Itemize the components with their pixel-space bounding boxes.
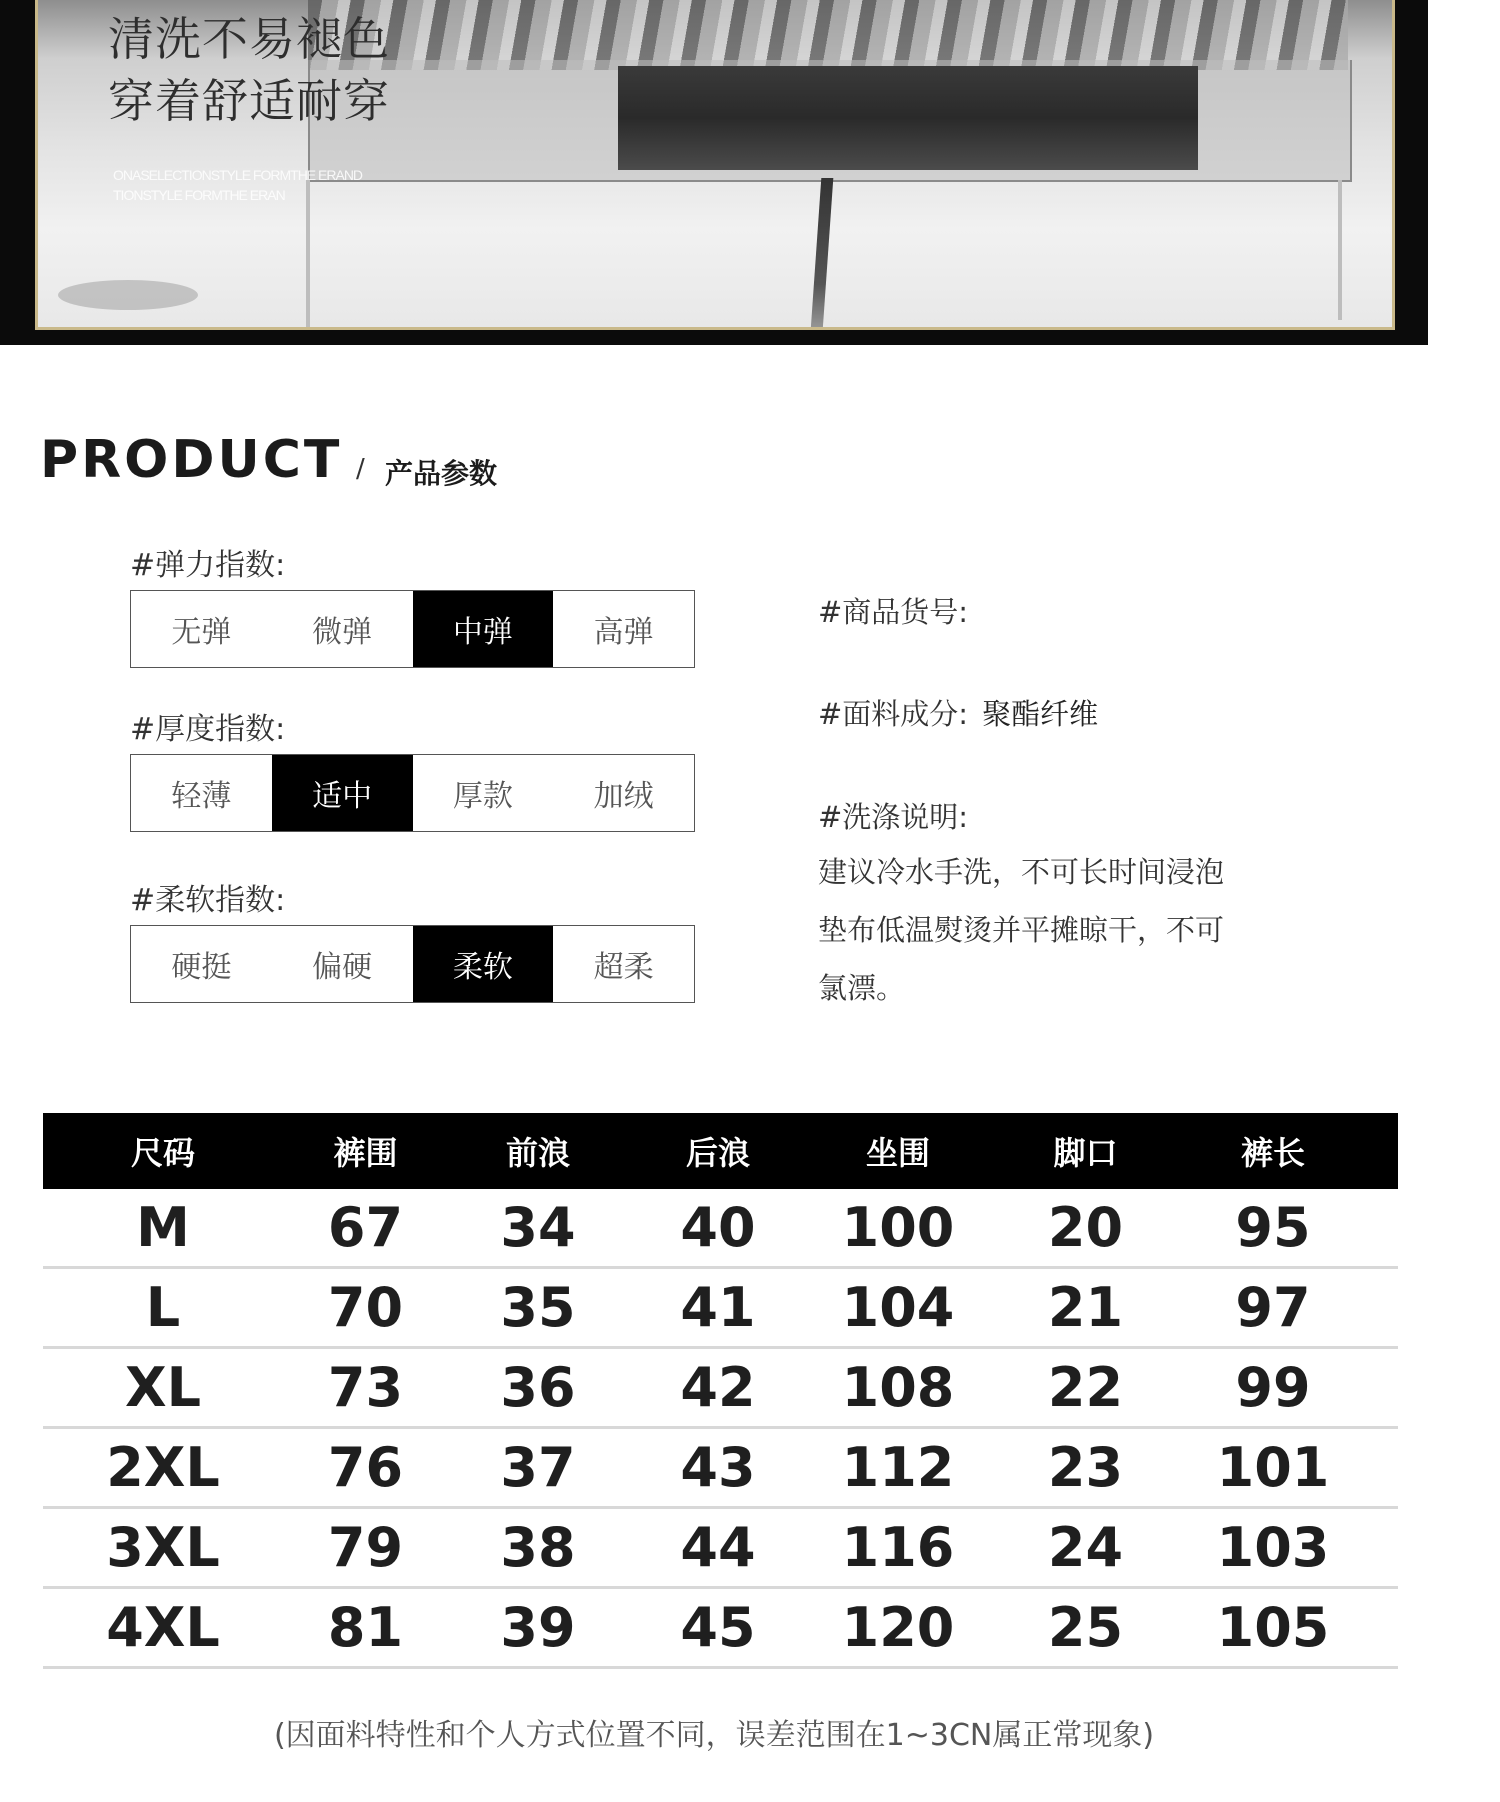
- fabric-label: #面料成分:: [818, 697, 969, 731]
- header-size: 尺码: [130, 1134, 195, 1172]
- table-cell: 97: [1235, 1276, 1311, 1339]
- fabric-value: 聚酯纤维: [982, 697, 1099, 731]
- table-cell: 24: [1047, 1516, 1124, 1579]
- table-cell: 70: [327, 1276, 404, 1339]
- item-number-label: #商品货号:: [818, 595, 969, 629]
- table-cell: 43: [680, 1436, 756, 1499]
- table-cell: 73: [327, 1356, 404, 1419]
- elasticity-option: 微弹: [312, 615, 373, 650]
- thickness-option: 轻薄: [171, 779, 232, 814]
- softness-option: 硬挺: [171, 950, 232, 985]
- elasticity-label: #弹力指数:: [130, 548, 286, 583]
- table-cell: 36: [500, 1356, 576, 1419]
- table-cell: L: [145, 1276, 181, 1339]
- table-cell: M: [136, 1196, 190, 1259]
- table-cell: 20: [1047, 1196, 1124, 1259]
- header-front-rise: 前浪: [505, 1134, 570, 1172]
- soaked-garment: [618, 66, 1198, 170]
- thickness-label: #厚度指数:: [130, 712, 286, 747]
- table-cell: 39: [500, 1596, 576, 1659]
- header-waist: 裤围: [333, 1134, 398, 1172]
- table-cell: 44: [680, 1516, 756, 1579]
- hero-title-line-1: 清洗不易褪色: [108, 12, 390, 66]
- softness-option: 超柔: [593, 950, 654, 985]
- table-cell: 42: [680, 1356, 756, 1419]
- table-cell: 116: [841, 1516, 955, 1579]
- softness-option: 柔软: [413, 926, 554, 1002]
- table-cell: 81: [327, 1596, 404, 1659]
- heading-main: PRODUCT: [40, 430, 343, 490]
- thickness-scale: [130, 754, 695, 832]
- table-cell: 95: [1235, 1196, 1311, 1259]
- heading-slash: /: [356, 454, 365, 484]
- tank-leg-right: [1338, 180, 1342, 320]
- hero-title: [108, 8, 390, 132]
- garment-strap: [811, 178, 834, 330]
- wash-line: 氯漂。: [818, 971, 906, 1005]
- table-cell: 4XL: [106, 1596, 220, 1659]
- table-cell: 3XL: [106, 1516, 220, 1579]
- elasticity-scale: [130, 590, 695, 668]
- elasticity-option: 高弹: [593, 615, 654, 650]
- thickness-option: 加绒: [593, 779, 654, 814]
- table-row: [43, 1189, 1398, 1269]
- hero-title-line-2: 穿着舒适耐穿: [108, 74, 390, 128]
- table-cell: 76: [327, 1436, 404, 1499]
- hero-photo: [35, 0, 1395, 330]
- header-length: 裤长: [1240, 1134, 1305, 1172]
- table-cell: 104: [841, 1276, 955, 1339]
- table-row: [43, 1429, 1398, 1509]
- header-leg-opening: 脚口: [1053, 1134, 1118, 1172]
- table-cell: 22: [1047, 1356, 1124, 1419]
- table-cell: 99: [1235, 1356, 1311, 1419]
- header-back-rise: 后浪: [685, 1134, 750, 1172]
- table-row: [43, 1349, 1398, 1429]
- table-cell: XL: [124, 1356, 202, 1419]
- table-cell: 112: [841, 1436, 955, 1499]
- hero-banner: [0, 0, 1428, 345]
- elasticity-option: 无弹: [171, 615, 232, 650]
- size-table-note: (因面料特性和个人方式位置不同，误差范围在1~3CN属正常现象): [273, 1718, 1155, 1753]
- hero-caption-line-2: TIONSTYLE FORMTHE ERAN: [113, 187, 285, 203]
- wash-line: 建议冷水手洗，不可长时间浸泡: [818, 855, 1225, 889]
- size-table: [43, 1113, 1398, 1669]
- wash-label: #洗涤说明:: [818, 800, 969, 834]
- table-cell: 67: [327, 1196, 404, 1259]
- water-puddle: [58, 280, 198, 310]
- wash-instructions: [818, 843, 1298, 1017]
- table-cell: 38: [500, 1516, 576, 1579]
- table-cell: 34: [500, 1196, 576, 1259]
- table-cell: 105: [1216, 1596, 1330, 1659]
- softness-label: #柔软指数:: [130, 883, 286, 918]
- table-cell: 2XL: [106, 1436, 220, 1499]
- heading-sub: 产品参数: [385, 457, 498, 490]
- table-cell: 25: [1047, 1596, 1124, 1659]
- table-row: [43, 1509, 1398, 1589]
- table-cell: 101: [1216, 1436, 1330, 1499]
- table-cell: 120: [841, 1596, 955, 1659]
- hero-caption-line-1: ONASELECTIONSTYLE FORMTHE ERAND: [113, 167, 363, 183]
- table-cell: 21: [1047, 1276, 1124, 1339]
- elasticity-option: 中弹: [413, 591, 554, 667]
- table-cell: 45: [680, 1596, 756, 1659]
- fabric-info: [818, 692, 1098, 733]
- softness-scale: [130, 925, 695, 1003]
- table-cell: 35: [500, 1276, 576, 1339]
- table-cell: 41: [680, 1276, 756, 1339]
- softness-option: 偏硬: [312, 950, 373, 985]
- table-cell: 79: [327, 1516, 404, 1579]
- table-cell: 23: [1047, 1436, 1124, 1499]
- thickness-option: 适中: [272, 755, 413, 831]
- wash-line: 垫布低温熨烫并平摊晾干，不可: [818, 913, 1225, 947]
- table-cell: 108: [841, 1356, 955, 1419]
- table-cell: 40: [680, 1196, 756, 1259]
- thickness-option: 厚款: [452, 779, 513, 814]
- header-hip: 坐围: [865, 1134, 930, 1172]
- table-row: [43, 1589, 1398, 1669]
- hero-caption: [113, 165, 362, 205]
- table-cell: 100: [841, 1196, 955, 1259]
- table-cell: 103: [1216, 1516, 1330, 1579]
- size-table-header: [43, 1113, 1398, 1189]
- table-cell: 37: [500, 1436, 576, 1499]
- table-row: [43, 1269, 1398, 1349]
